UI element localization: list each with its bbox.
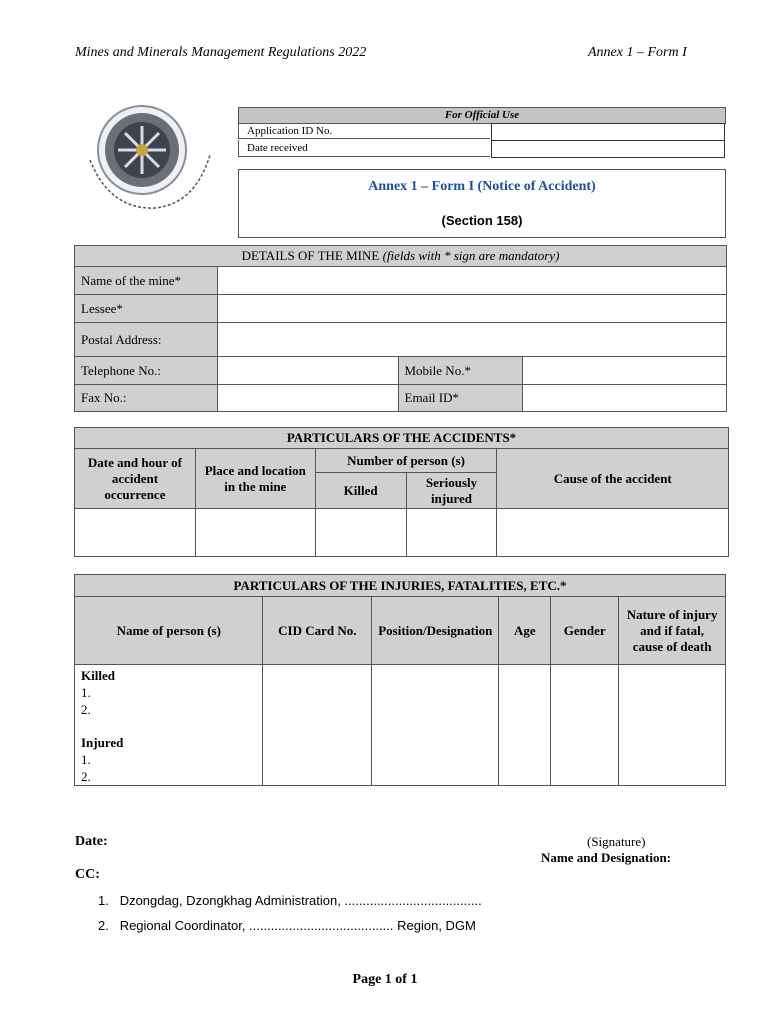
cc-item-2 [98, 918, 476, 933]
injury-position-header: Position/Designation [372, 597, 499, 665]
accident-place-header: Place and location in the mine [195, 449, 315, 509]
fax-field[interactable] [217, 385, 398, 412]
postal-address-label: Postal Address: [75, 323, 218, 357]
cc-item-2-number: 2. [98, 918, 109, 933]
telephone-label: Telephone No.: [75, 357, 218, 385]
accident-place-field[interactable] [195, 509, 315, 557]
accidents-table [74, 427, 729, 557]
official-use-title: For Official Use [238, 107, 726, 124]
mobile-field[interactable] [523, 357, 727, 385]
page-number: Page 1 of 1 [352, 972, 418, 987]
postal-address-field[interactable] [217, 323, 726, 357]
email-field[interactable] [523, 385, 727, 412]
accident-cause-field[interactable] [497, 509, 729, 557]
application-id-field[interactable] [491, 123, 725, 141]
injury-position-field[interactable] [372, 665, 499, 786]
cc-item-1-text: Dzongdag, Dzongkhag Administration, ...................................... [119, 893, 482, 908]
mine-name-field[interactable] [217, 267, 726, 295]
date-received-field[interactable] [491, 140, 725, 158]
cc-item-1 [98, 893, 482, 908]
mobile-label: Mobile No.* [398, 357, 523, 385]
signature-label: (Signature) [587, 834, 646, 849]
email-label: Email ID* [398, 385, 523, 412]
royal-emblem [80, 100, 230, 220]
mine-details-table [74, 245, 727, 412]
lessee-field[interactable] [217, 295, 726, 323]
mine-heading-text: DETAILS OF THE MINE [241, 248, 380, 263]
date-label: Date: [75, 834, 108, 849]
mine-name-label: Name of the mine* [75, 267, 218, 295]
injured-label: Injured [81, 735, 124, 750]
lessee-label: Lessee* [75, 295, 218, 323]
accident-killed-header: Killed [315, 473, 406, 509]
injuries-table [74, 574, 726, 786]
injury-names-cell[interactable] [75, 665, 263, 786]
form-section: (Section 158) [441, 213, 523, 228]
official-use-box [238, 107, 726, 158]
telephone-field[interactable] [217, 357, 398, 385]
date-received-label: Date received [238, 140, 490, 157]
accidents-heading: PARTICULARS OF THE ACCIDENTS* [75, 428, 729, 449]
injury-gender-field[interactable] [551, 665, 619, 786]
accident-date-field[interactable] [75, 509, 196, 557]
header-form-id: Annex 1 – Form I [588, 45, 687, 60]
killed-item-1: 1. [81, 685, 91, 700]
form-title-box [238, 169, 726, 238]
cc-label: CC: [75, 867, 100, 882]
cc-item-1-number: 1. [98, 893, 109, 908]
injury-age-header: Age [499, 597, 551, 665]
injured-item-1: 1. [81, 752, 91, 767]
application-id-label: Application ID No. [238, 123, 490, 139]
form-title: Annex 1 – Form I (Notice of Accident) [368, 179, 596, 194]
killed-item-2: 2. [81, 702, 91, 717]
injury-cid-header: CID Card No. [263, 597, 372, 665]
injury-name-header: Name of person (s) [75, 597, 263, 665]
accident-number-header: Number of person (s) [315, 449, 497, 473]
injuries-heading: PARTICULARS OF THE INJURIES, FATALITIES, ETC.* [75, 575, 726, 597]
injury-gender-header: Gender [551, 597, 619, 665]
accident-seriously-field[interactable] [406, 509, 497, 557]
injury-nature-field[interactable] [619, 665, 726, 786]
accident-date-header: Date and hour of accident occurrence [75, 449, 196, 509]
accident-killed-field[interactable] [315, 509, 406, 557]
accident-seriously-header: Seriously injured [406, 473, 497, 509]
injury-cid-field[interactable] [263, 665, 372, 786]
killed-label: Killed [81, 668, 115, 683]
mine-heading-note: (fields with * sign are mandatory) [382, 248, 560, 263]
mine-details-heading [75, 246, 727, 267]
name-designation-label: Name and Designation: [541, 850, 672, 865]
injured-item-2: 2. [81, 769, 91, 784]
cc-item-2-text: Regional Coordinator, ........................................ Region, DGM [119, 918, 476, 933]
accident-cause-header: Cause of the accident [497, 449, 729, 509]
header-regulation-title: Mines and Minerals Management Regulations 2022 [75, 45, 367, 60]
injury-nature-header: Nature of injury and if fatal, cause of death [619, 597, 726, 665]
injury-age-field[interactable] [499, 665, 551, 786]
fax-label: Fax No.: [75, 385, 218, 412]
